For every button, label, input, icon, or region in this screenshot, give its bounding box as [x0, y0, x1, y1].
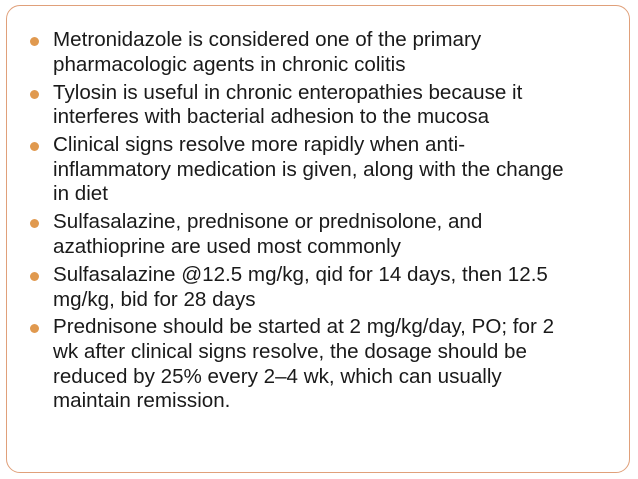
bullet-line: Sulfasalazine @12.5 mg/kg, qid for 14 days, then 12.5 [53, 262, 548, 286]
slide-frame [6, 5, 630, 473]
bullet-list [29, 28, 629, 417]
bullet-line: wk after clinical signs resolve, the dosage should be [53, 340, 527, 364]
bullet-dot-icon [30, 90, 39, 99]
bullet-line: in diet [53, 182, 108, 206]
bullet-line: interferes with bacterial adhesion to the mucosa [53, 105, 490, 129]
bullet-dot-icon [30, 219, 39, 228]
bullet-line: maintain remission. [53, 389, 231, 413]
bullet-item-tylosin [29, 81, 629, 130]
bullet-line: pharmacologic agents in chronic colitis [53, 52, 406, 76]
bullet-line: Clinical signs resolve more rapidly when anti- [53, 133, 466, 157]
bullet-dot-icon [30, 272, 39, 281]
bullet-dot-icon [30, 324, 39, 333]
bullet-line: mg/kg, bid for 28 days [53, 287, 256, 311]
bullet-item-common-drugs [29, 210, 629, 259]
bullet-line: inflammatory medication is given, along with the change [53, 157, 564, 181]
bullet-item-sulfasalazine-dose [29, 263, 629, 312]
bullet-line: Tylosin is useful in chronic enteropathies because it [53, 80, 523, 104]
bullet-dot-icon [30, 142, 39, 151]
bullet-item-prednisone-dose [29, 315, 629, 413]
bullet-dot-icon [30, 37, 39, 46]
bullet-line: reduced by 25% every 2–4 wk, which can usually [53, 364, 502, 388]
bullet-line: Metronidazole is considered one of the primary [53, 28, 482, 51]
bullet-line: Sulfasalazine, prednisone or prednisolone, and [53, 210, 483, 234]
bullet-line: azathioprine are used most commonly [53, 234, 401, 258]
bullet-item-metronidazole [29, 28, 629, 77]
bullet-line: Prednisone should be started at 2 mg/kg/day, PO; for 2 [53, 315, 555, 339]
bullet-item-clinical-signs [29, 133, 629, 207]
